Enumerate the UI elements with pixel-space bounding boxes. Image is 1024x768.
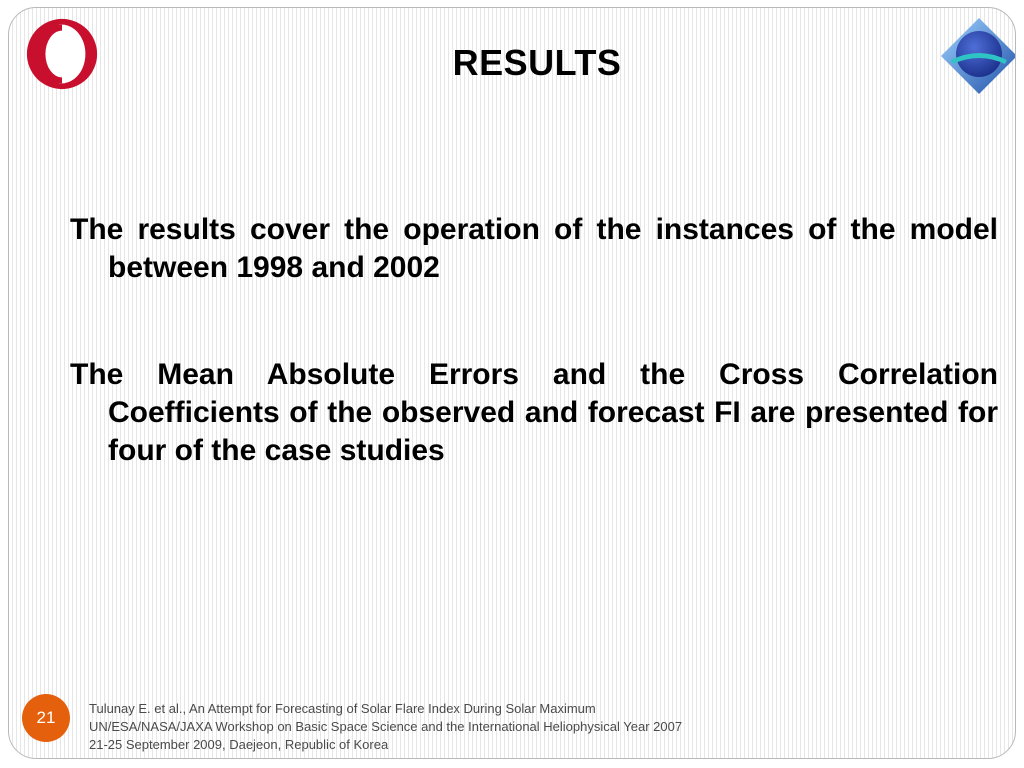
space-science-logo-icon bbox=[939, 16, 1016, 96]
paragraph-mean-absolute-errors: The Mean Absolute Errors and the Cross Correlation Coefficients of the observed and forecast FI are presented for four of the case studies bbox=[70, 358, 998, 467]
slide bbox=[8, 7, 1016, 759]
slide-number-badge: 21 bbox=[22, 694, 70, 742]
footer-line-date: 21-25 September 2009, Daejeon, Republic of Korea bbox=[89, 737, 389, 752]
slide-title: RESULTS bbox=[452, 42, 622, 83]
slide-body bbox=[70, 211, 998, 470]
footer-citation bbox=[89, 700, 682, 754]
footer-line-authors: Tulunay E. et al., An Attempt for Forecasting of Solar Flare Index During Solar Maximum bbox=[89, 701, 596, 716]
footer-line-workshop: UN/ESA/NASA/JAXA Workshop on Basic Space Science and the International Heliophysical Year 2007 bbox=[89, 719, 683, 734]
paragraph-results-cover: The results cover the operation of the instances of the model between 1998 and 2002 bbox=[70, 213, 998, 284]
